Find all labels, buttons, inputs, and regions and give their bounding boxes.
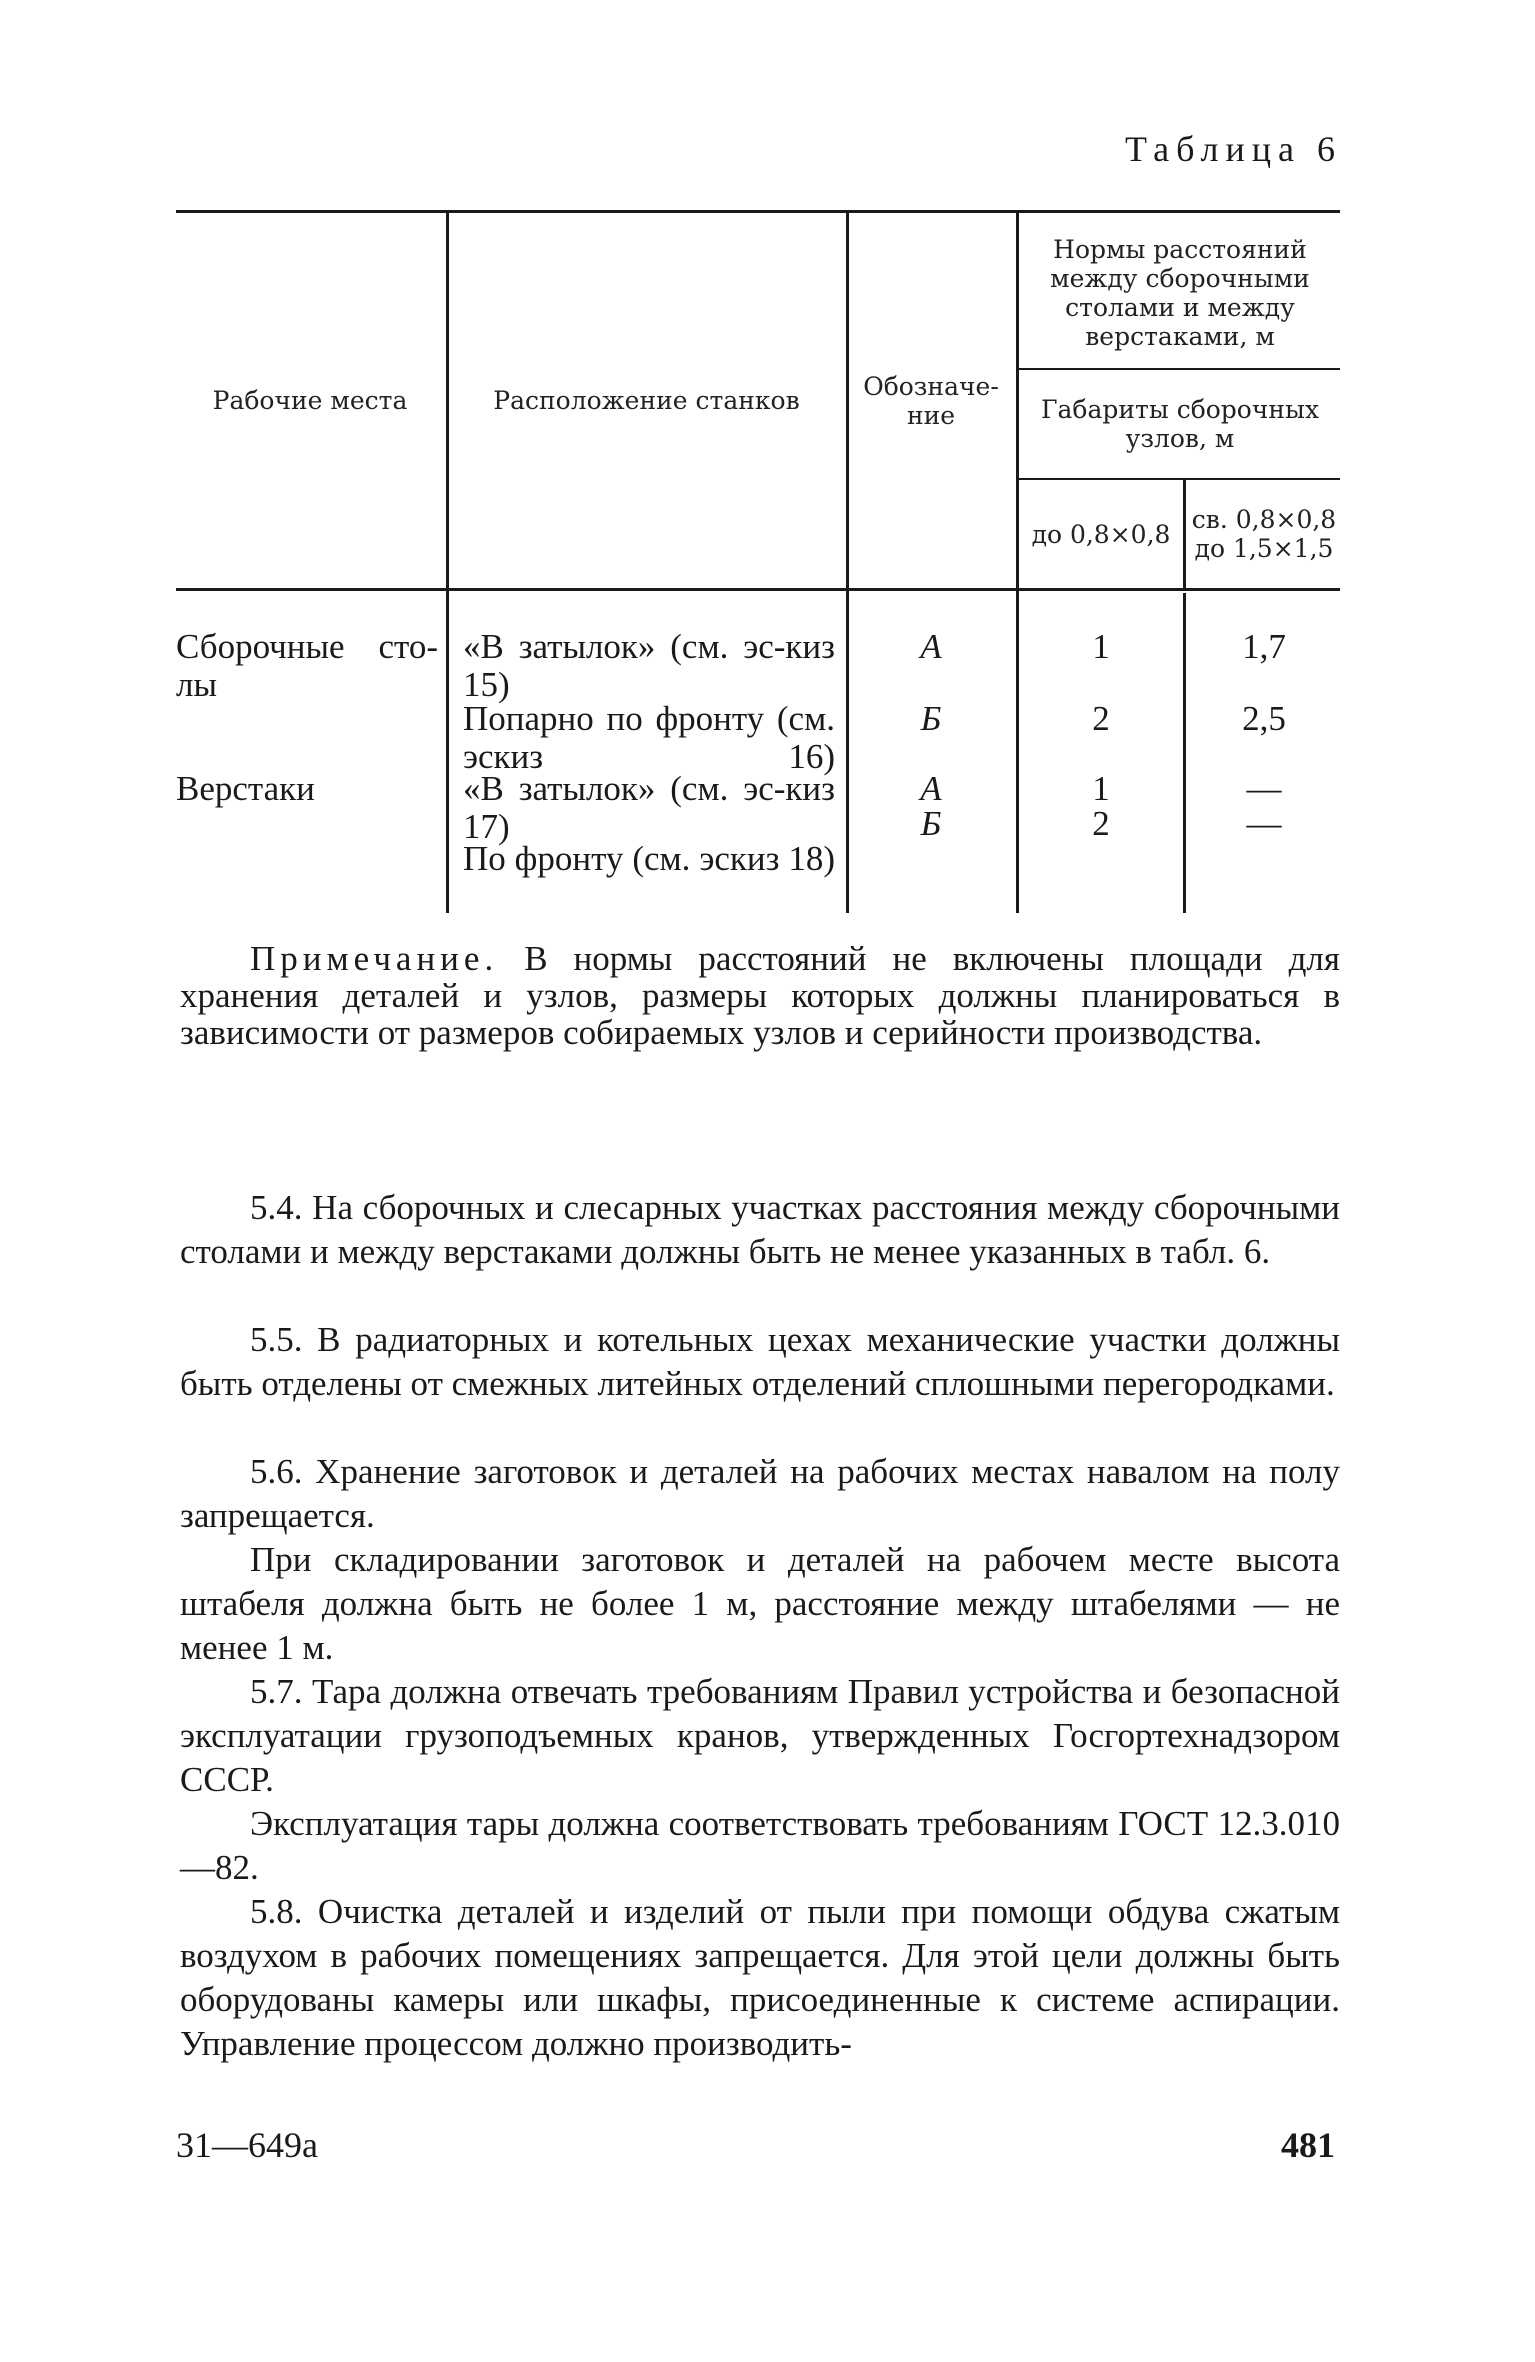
- cell-designation-4: Б: [920, 804, 942, 843]
- page-number: 481: [1281, 2125, 1335, 2165]
- header-over: св. 0,8×0,8 до 1,5×1,5: [1191, 505, 1337, 563]
- table-note: [180, 940, 1340, 1051]
- cell-small-4: 2: [1092, 804, 1110, 843]
- paragraph-stacking: При складировании заготовок и деталей на рабочем месте высота штабеля должна быть не более 1 м, расстояние между штабелями — не менее 1 м.: [180, 1540, 1340, 1667]
- col-divider-5: [1183, 593, 1186, 913]
- note-lead: Примечание.: [250, 939, 499, 978]
- header-arrangement: Расположение станков: [493, 386, 800, 415]
- col-divider-3: [1016, 213, 1019, 913]
- print-signature: 31—649а: [176, 2125, 318, 2165]
- paragraph-5-7: 5.7. Тара должна отвечать требованиям Правил устройства и безопасной эксплуатации грузоподъемных кранов, утвержденных Госгортехнадзором СССР.: [180, 1672, 1340, 1799]
- header-up-to: до 0,8×0,8: [1031, 519, 1171, 549]
- cell-arrangement-2: Попарно по фронту (см. эскиз 16): [463, 699, 835, 776]
- header-bottom-rule: [176, 588, 1340, 591]
- cell-arrangement-3: «В затылок» (см. эс-киз 17): [463, 769, 835, 846]
- header-sub-rule-2: [1018, 478, 1340, 480]
- cell-small-3: 1: [1092, 769, 1110, 808]
- cell-designation-2: Б: [920, 699, 942, 738]
- cell-designation-1: А: [920, 627, 942, 666]
- header-workplaces: Рабочие места: [212, 386, 408, 415]
- header-dimensions: Габариты сборочных узлов, м: [1040, 395, 1320, 453]
- cell-large-4: —: [1246, 804, 1282, 843]
- cell-workplace-assembly: Сборочные сто-лы: [176, 627, 438, 704]
- cell-arrangement-4: По фронту (см. эскиз 18): [463, 839, 835, 878]
- cell-small-2: 2: [1092, 699, 1110, 738]
- cell-large-1: 1,7: [1242, 627, 1286, 666]
- cell-large-2: 2,5: [1242, 699, 1286, 738]
- cell-designation-3: А: [920, 769, 942, 808]
- header-designation: Обозначе-ние: [863, 371, 999, 430]
- table-caption: Таблица 6: [1125, 129, 1342, 169]
- cell-large-3: —: [1246, 769, 1282, 808]
- cell-workplace-workbenches: Верстаки: [176, 769, 315, 808]
- cell-arrangement-1: «В затылок» (см. эс-киз 15): [463, 627, 835, 704]
- header-norms: Нормы расстояний между сборочными столами и между верстаками, м: [1050, 234, 1310, 351]
- cell-small-1: 1: [1092, 627, 1110, 666]
- header-sub-rule-1: [1018, 368, 1340, 370]
- paragraph-container-operation: Эксплуатация тары должна соответствовать требованиям ГОСТ 12.3.010—82.: [180, 1804, 1340, 1887]
- paragraph-5-8: 5.8. Очистка деталей и изделий от пыли при помощи обдува сжатым воздухом в рабочих помещениях запрещается. Для этой цели должны быть оборудованы камеры или шкафы, присоединенные к системе аспирации. Управление процессом должно производить-: [180, 1892, 1340, 2063]
- paragraph-5-4: 5.4. На сборочных и слесарных участках расстояния между сборочными столами и между верстаками должны быть не менее указанных в табл. 6.: [180, 1188, 1340, 1271]
- paragraph-5-6: 5.6. Хранение заготовок и деталей на рабочих местах навалом на полу запрещается.: [180, 1452, 1340, 1535]
- paragraph-5-5: 5.5. В радиаторных и котельных цехах механические участки должны быть отделены от смежных литейных отделений сплошными перегородками.: [180, 1320, 1340, 1403]
- col-divider-4: [1183, 478, 1186, 590]
- col-divider-2: [846, 213, 849, 913]
- note-text: В нормы расстояний не включены площади для хранения деталей и узлов, размеры которых должны планироваться в зависимости от размеров собираемых узлов и серийности производства.: [180, 939, 1340, 1052]
